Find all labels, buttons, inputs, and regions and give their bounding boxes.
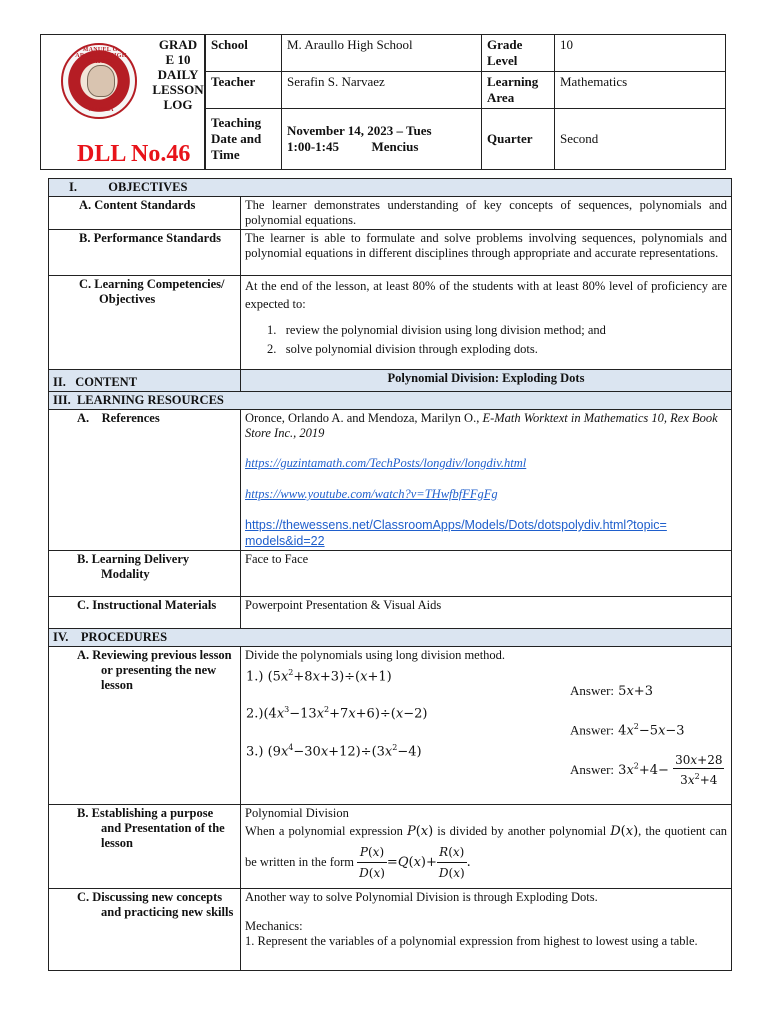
teacher-label: Teacher <box>206 72 282 109</box>
purpose-cell <box>241 805 732 889</box>
discussing-label: C. Discussing new concepts and practicing new skills <box>49 889 241 971</box>
problem-1: 1.) $(5x^2+8x+3)\div(x+1)$ <box>246 668 392 685</box>
date-label: Teaching Date and Time <box>206 109 282 170</box>
school-label: School <box>206 35 282 72</box>
date-value <box>282 109 482 170</box>
school-seal <box>61 43 137 119</box>
modality-label: B. Learning Delivery Modality <box>49 551 241 597</box>
reference-link-3[interactable]: https://thewessens.net/ClassroomApps/Models/Dots/dotspolydiv.html?topic=models&id=22 <box>245 518 667 548</box>
reference-link-2[interactable]: https://www.youtube.com/watch?v=THwfbfFFgFg <box>245 487 498 501</box>
answer-1: Answer: 5x+3 <box>570 683 653 699</box>
dll-title <box>151 37 205 112</box>
seal-text-bottom: MANILA <box>88 107 114 113</box>
reference-citation: Oronce, Orlando A. and Mendoza, Marilyn O., E-Math Worktext in Mathematics 10, Rex Book Store Inc., 2019 <box>245 411 718 440</box>
dll-title-panel <box>40 34 205 170</box>
content-standards-label: A. Content Standards <box>49 197 241 230</box>
dll-title-line: E 10 <box>165 52 191 67</box>
mechanics-title: Mechanics: <box>245 919 303 933</box>
purpose-text: When a polynomial expression P(x) is divided by another polynomial D(x), the quotient can be written in the form $\frac{P(x)}{D(x)}$ =Q(x)+ $\frac{R(x)}{D(x)}$ . <box>245 824 728 880</box>
content-topic: Polynomial Division: Exploding Dots <box>241 370 732 392</box>
reviewing-intro: Divide the polynomials using long division method. <box>245 648 506 662</box>
grade-value: 10 <box>555 35 726 72</box>
answer-3: Answer: $3x^2+4-$ $\frac{30x+28}{3x^2+4}$ <box>570 753 723 787</box>
competencies-intro: At the end of the lesson, at least 80% of the students with at least 80% level of proficiency are expected to: <box>245 279 727 311</box>
answer-2: Answer: $4x^2-5x-3$ <box>570 722 685 739</box>
problem-3: 3.) $(9x^4-30x+12)\div(3x^2-4)$ <box>246 743 422 760</box>
reference-link-1[interactable]: https://guzintamath.com/TechPosts/longdiv/longdiv.html <box>245 456 527 470</box>
performance-standards-label: B. Performance Standards <box>49 230 241 276</box>
quarter-value: Second <box>555 109 726 170</box>
header-info-table <box>205 34 726 170</box>
quarter-label: Quarter <box>482 109 555 170</box>
seal-portrait-icon <box>87 65 115 97</box>
section-content: II. CONTENT <box>49 370 241 392</box>
objective-list <box>245 321 727 359</box>
purpose-label: B. Establishing a purpose and Presentation of the lesson <box>49 805 241 889</box>
materials-value: Powerpoint Presentation & Visual Aids <box>241 597 732 629</box>
header-block <box>40 34 726 170</box>
reviewing-cell <box>241 647 732 805</box>
competencies-label: C. Learning Competencies/ Objectives <box>49 276 241 370</box>
area-label: Learning Area <box>482 72 555 109</box>
dll-title-line: LESSON <box>152 82 204 97</box>
section-procedures: IV. PROCEDURES <box>49 629 732 647</box>
objective-item: 2. solve polynomial division through exploding dots. <box>267 342 538 356</box>
content-standards-text: The learner demonstrates understanding of key concepts of sequences, polynomials and polynomial equations. <box>241 197 732 230</box>
seal-text-top: MANUEL G. ARAULLO HIGH SCHOOL <box>75 47 127 65</box>
competencies-cell <box>241 276 732 370</box>
mechanics-step-1: 1. Represent the variables of a polynomial expression from highest to lowest using a table. <box>245 934 698 948</box>
references-cell <box>241 410 732 551</box>
objective-item: 1. review the polynomial division using long division method; and <box>267 323 606 337</box>
performance-standards-text: The learner is able to formulate and solve problems involving sequences, polynomials and polynomial equations in different disciplines through appropriate and accurate representations. <box>241 230 732 276</box>
teacher-value: Serafin S. Narvaez <box>282 72 482 109</box>
area-value: Mathematics <box>555 72 726 109</box>
dll-title-line: DAILY <box>157 67 199 82</box>
problem-2: $2.)(4x^3-13x^2+7x+6)\div(x-2)$ <box>246 705 428 722</box>
dll-title-line: LOG <box>163 97 193 112</box>
lesson-table <box>48 178 732 971</box>
dll-title-line: GRAD <box>158 37 198 52</box>
materials-label: C. Instructional Materials <box>49 597 241 629</box>
reviewing-label: A. Reviewing previous lesson or presenting the new lesson <box>49 647 241 805</box>
modality-value: Face to Face <box>241 551 732 597</box>
discussing-text-1: Another way to solve Polynomial Division is through Exploding Dots. <box>245 890 598 904</box>
school-value: M. Araullo High School <box>282 35 482 72</box>
dll-number: DLL No.46 <box>77 141 191 167</box>
date-line: November 14, 2023 – Tues <box>287 123 432 138</box>
purpose-title: Polynomial Division <box>245 806 349 820</box>
section-resources: III. LEARNING RESOURCES <box>49 392 732 410</box>
discussing-cell <box>241 889 732 971</box>
time-line: 1:00-1:45 Mencius <box>287 139 419 154</box>
grade-label: Grade Level <box>482 35 555 72</box>
references-label: A. References <box>49 410 241 551</box>
section-objectives: I. OBJECTIVES <box>49 179 732 197</box>
